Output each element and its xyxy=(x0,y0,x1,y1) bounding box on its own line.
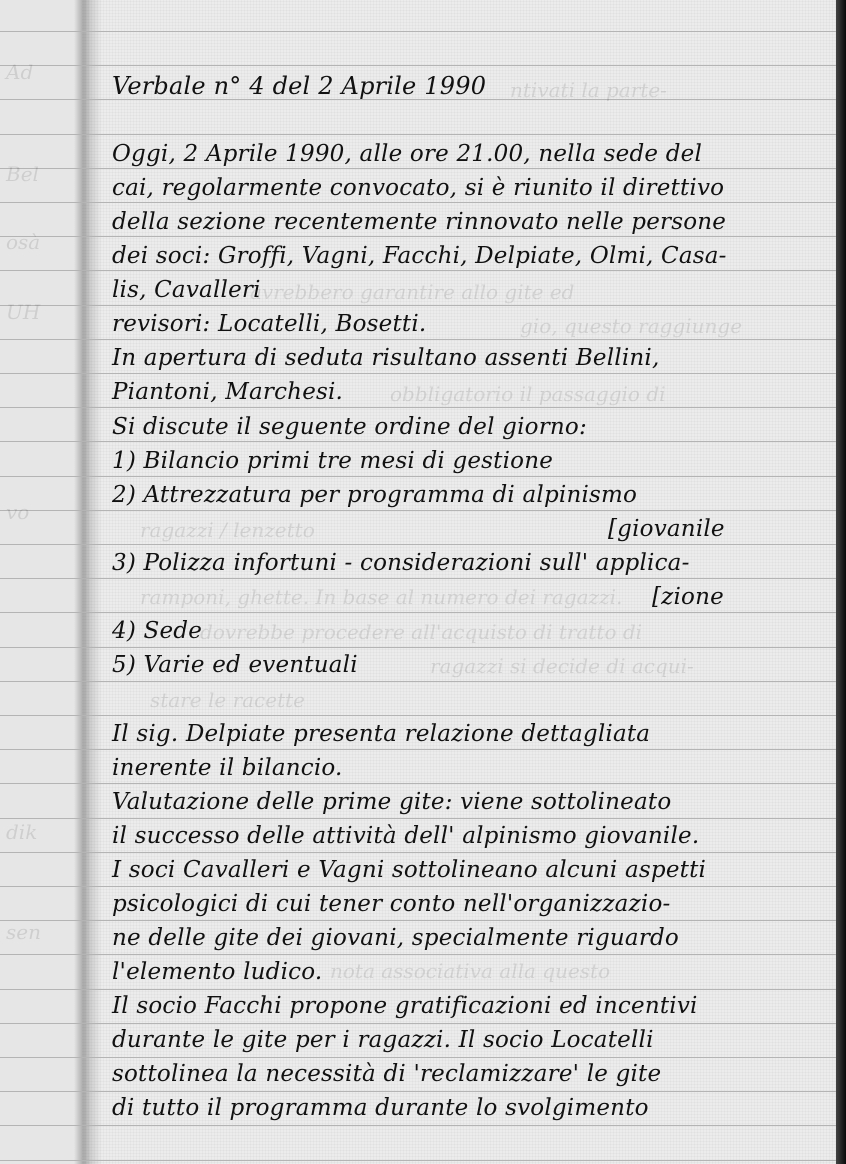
bleed-through-text: nota associativa alla questo xyxy=(330,959,611,983)
ruled-line xyxy=(0,681,838,682)
ruled-line xyxy=(0,339,838,340)
text-line: dei soci: Groffi, Vagni, Facchi, Delpiate, Olmi, Casa- xyxy=(112,243,727,269)
ruled-line xyxy=(0,1057,838,1058)
agenda-item-continuation: [giovanile xyxy=(608,516,725,542)
bleed-through-text: Ad xyxy=(6,60,34,84)
text-line: Oggi, 2 Aprile 1990, alle ore 21.00, nella sede del xyxy=(112,141,703,167)
agenda-heading: Si discute il seguente ordine del giorno: xyxy=(112,414,587,440)
text-line: l'elemento ludico. xyxy=(112,959,323,985)
bleed-through-text: ragazzi / lenzetto xyxy=(140,518,315,542)
ruled-line xyxy=(0,818,838,819)
text-line: lis, Cavalleri xyxy=(112,277,261,303)
bleed-through-text: ntivati la parte- xyxy=(510,78,667,102)
bleed-through-text: ramponi, ghette. In base al numero dei ragazzi. xyxy=(140,585,623,609)
text-line: sottolinea la necessità di 'reclamizzare' le gite xyxy=(112,1061,662,1087)
text-line: Piantoni, Marchesi. xyxy=(112,379,344,405)
bleed-through-text: dik xyxy=(6,820,38,844)
ruled-line xyxy=(0,954,838,955)
text-line: della sezione recentemente rinnovato nelle persone xyxy=(112,209,727,235)
ruled-line xyxy=(0,1160,838,1161)
ruled-line xyxy=(0,1023,838,1024)
ruled-line xyxy=(0,612,838,613)
ruled-line xyxy=(0,783,838,784)
ruled-line xyxy=(0,1091,838,1092)
ruled-line xyxy=(0,407,838,408)
ruled-line xyxy=(0,31,838,32)
agenda-item: 2) Attrezzatura per programma di alpinismo xyxy=(112,482,638,508)
text-line: ne delle gite dei giovani, specialmente riguardo xyxy=(112,925,679,951)
ruled-line xyxy=(0,65,838,66)
ruled-line xyxy=(0,715,838,716)
text-line: cai, regolarmente convocato, si è riunito il direttivo xyxy=(112,175,725,201)
document-title: Verbale n° 4 del 2 Aprile 1990 xyxy=(112,72,487,100)
ruled-line xyxy=(0,989,838,990)
text-line: durante le gite per i ragazzi. Il socio Locatelli xyxy=(112,1027,654,1053)
page-edge-shadow xyxy=(836,0,846,1164)
text-line: di tutto il programma durante lo svolgimento xyxy=(112,1095,649,1121)
ruled-line xyxy=(0,647,838,648)
ruled-line xyxy=(0,578,838,579)
text-line: il successo delle attività dell' alpinismo giovanile. xyxy=(112,823,700,849)
agenda-item: 1) Bilancio primi tre mesi di gestione xyxy=(112,448,554,474)
ruled-line xyxy=(0,852,838,853)
ruled-line xyxy=(0,886,838,887)
bleed-through-text: vo xyxy=(6,500,30,524)
ruled-line xyxy=(0,270,838,271)
ruled-line xyxy=(0,373,838,374)
text-line: revisori: Locatelli, Bosetti. xyxy=(112,311,427,337)
text-line: In apertura di seduta risultano assenti Bellini, xyxy=(112,345,660,371)
ruled-line xyxy=(0,441,838,442)
ruled-line xyxy=(0,920,838,921)
agenda-item: 3) Polizza infortuni - considerazioni sull' applica- xyxy=(112,550,690,576)
bleed-through-text: avrebbero garantire allo gite ed xyxy=(250,280,575,304)
bleed-through-text: osà xyxy=(6,230,41,254)
bleed-through-text: stare le racette xyxy=(150,688,305,712)
text-line: Il sig. Delpiate presenta relazione dettagliata xyxy=(112,721,651,747)
text-line: I soci Cavalleri e Vagni sottolineano alcuni aspetti xyxy=(112,857,707,883)
ruled-line xyxy=(0,544,838,545)
ruled-line xyxy=(0,510,838,511)
ruled-line xyxy=(0,134,838,135)
text-line: Il socio Facchi propone gratificazioni ed incentivi xyxy=(112,993,698,1019)
ruled-line xyxy=(0,476,838,477)
bleed-through-text: dovrebbe procedere all'acquisto di tratto di xyxy=(200,620,643,644)
agenda-item-continuation: [zione xyxy=(652,584,724,610)
agenda-item: 4) Sede xyxy=(112,618,203,644)
ruled-line xyxy=(0,236,838,237)
bleed-through-text: gio, questo raggiunge xyxy=(520,314,743,338)
bleed-through-text: UH xyxy=(6,300,41,324)
bleed-through-text: Bel xyxy=(6,162,39,186)
ruled-line xyxy=(0,749,838,750)
ruled-line xyxy=(0,1125,838,1126)
text-line: inerente il bilancio. xyxy=(112,755,343,781)
agenda-item: 5) Varie ed eventuali xyxy=(112,652,358,678)
bleed-through-text: sen xyxy=(6,920,41,944)
bleed-through-text: ragazzi si decide di acqui- xyxy=(430,654,694,678)
ruled-line xyxy=(0,202,838,203)
text-line: Valutazione delle prime gite: viene sottolineato xyxy=(112,789,672,815)
ruled-line xyxy=(0,305,838,306)
ruled-line xyxy=(0,168,838,169)
text-line: psicologici di cui tener conto nell'organizzazio- xyxy=(112,891,671,917)
bleed-through-text: obbligatorio il passaggio di xyxy=(390,382,666,406)
